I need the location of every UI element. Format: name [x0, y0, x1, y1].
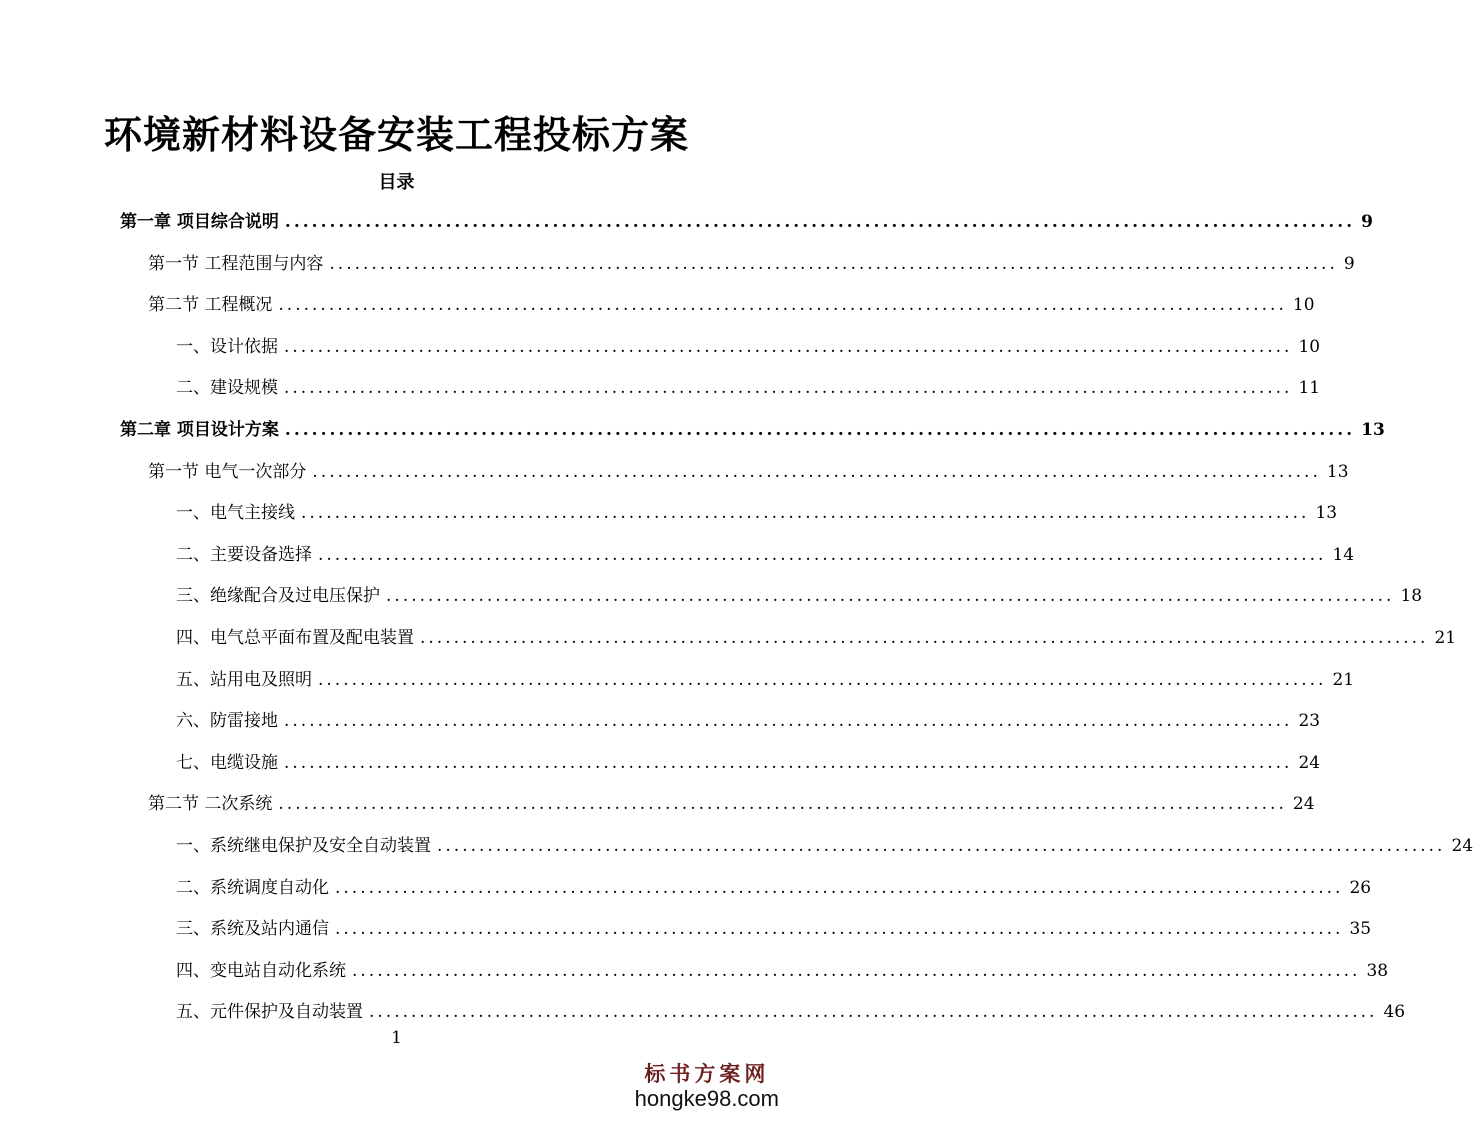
toc-entry-label: 一、电气主接线 — [176, 503, 295, 523]
toc-leader-dots: ........................................................................................................................ — [420, 628, 1429, 648]
toc-entry-label: 四、电气总平面布置及配电装置 — [176, 628, 414, 648]
toc-entry-label: 二、主要设备选择 — [176, 545, 312, 565]
toc-leader-dots: ........................................................................................................................ — [284, 753, 1293, 773]
toc-entry-page: 9 — [1343, 254, 1355, 274]
toc-entry-label: 第一节 电气一次部分 — [148, 462, 307, 482]
toc-entry-page: 18 — [1400, 586, 1423, 606]
toc-entry-page: 10 — [1298, 337, 1321, 357]
toc-entry[interactable] — [176, 623, 1457, 649]
toc-entry-page: 10 — [1292, 295, 1315, 315]
toc-leader-dots: ........................................................................................................................ — [278, 295, 1287, 315]
toc-entry-page: 13 — [1361, 420, 1385, 440]
toc-entry-label: 二、系统调度自动化 — [176, 878, 329, 898]
toc-entry-label: 第二节 工程概况 — [148, 295, 273, 315]
toc-leader-dots: ........................................................................................................................ — [437, 836, 1446, 856]
toc-entry-label: 三、绝缘配合及过电压保护 — [176, 586, 380, 606]
toc-entry[interactable] — [176, 581, 1423, 607]
toc-entry-page: 21 — [1434, 628, 1457, 648]
toc-leader-dots: ........................................................................................................................ — [284, 420, 1356, 440]
toc-leader-dots: ........................................................................................................................ — [278, 794, 1287, 814]
watermark-url: hongke98.com — [634, 1086, 779, 1111]
toc-entry[interactable] — [176, 498, 1338, 524]
toc-entry[interactable] — [176, 373, 1321, 399]
watermark-site-name: 标书方案网 — [644, 1062, 770, 1086]
toc-entry-label: 五、站用电及照明 — [176, 670, 312, 690]
toc-entry[interactable] — [176, 706, 1321, 732]
toc-leader-dots: ........................................................................................................................ — [329, 254, 1338, 274]
toc-entry[interactable] — [176, 873, 1372, 899]
toc-entry[interactable] — [176, 540, 1355, 566]
toc-entry-label: 第一节 工程范围与内容 — [148, 254, 324, 274]
toc-entry[interactable] — [176, 914, 1372, 940]
toc-entry-label: 五、元件保护及自动装置 — [176, 1002, 363, 1022]
toc-entry[interactable] — [176, 748, 1321, 774]
toc-entry-page: 11 — [1298, 378, 1321, 398]
toc-entry[interactable] — [176, 332, 1321, 358]
toc-entry-label: 七、电缆设施 — [176, 753, 278, 773]
page-number: 1 — [391, 1028, 402, 1048]
toc-entry-page: 9 — [1361, 212, 1373, 232]
toc-entry-label: 第二章 项目设计方案 — [120, 420, 279, 440]
toc-entry[interactable] — [176, 956, 1389, 982]
toc-heading: 目录 — [378, 172, 415, 193]
toc-leader-dots: ........................................................................................................................ — [284, 711, 1293, 731]
toc-entry-label: 六、防雷接地 — [176, 711, 278, 731]
page-title: 环境新材料设备安装工程投标方案 — [103, 112, 689, 157]
toc-entry-label: 一、设计依据 — [176, 337, 278, 357]
toc-leader-dots: ........................................................................................................................ — [284, 212, 1356, 232]
toc-entry-label: 四、变电站自动化系统 — [176, 961, 346, 981]
toc-entry-page: 13 — [1326, 462, 1349, 482]
toc-leader-dots: ........................................................................................................................ — [352, 961, 1361, 981]
toc-entry[interactable] — [120, 207, 1373, 233]
toc-entry-label: 第一章 项目综合说明 — [120, 212, 279, 232]
toc-leader-dots: ........................................................................................................................ — [318, 670, 1327, 690]
toc-entry[interactable] — [148, 457, 1349, 483]
toc-entry-page: 35 — [1349, 919, 1372, 939]
toc-entry-page: 24 — [1292, 794, 1315, 814]
toc-entry[interactable] — [120, 415, 1385, 441]
toc-entry-page: 23 — [1298, 711, 1321, 731]
toc-leader-dots: ........................................................................................................................ — [284, 337, 1293, 357]
toc-entry[interactable] — [176, 831, 1473, 857]
toc-leader-dots: ........................................................................................................................ — [318, 545, 1327, 565]
toc-leader-dots: ........................................................................................................................ — [284, 378, 1293, 398]
toc-entry-label: 二、建设规模 — [176, 378, 278, 398]
toc-entry[interactable] — [148, 290, 1315, 316]
toc-entry-page: 24 — [1298, 753, 1321, 773]
toc-leader-dots: ........................................................................................................................ — [312, 462, 1321, 482]
toc-entry-label: 一、系统继电保护及安全自动装置 — [176, 836, 431, 856]
watermark — [635, 1058, 779, 1112]
toc-entry-label: 第二节 二次系统 — [148, 794, 273, 814]
toc-entry-page: 14 — [1332, 545, 1355, 565]
toc-entry-page: 46 — [1383, 1002, 1406, 1022]
toc-leader-dots: ........................................................................................................................ — [335, 878, 1344, 898]
toc-entry-page: 13 — [1315, 503, 1338, 523]
toc-entry[interactable] — [148, 789, 1315, 815]
toc-entry[interactable] — [176, 997, 1406, 1023]
toc-entry-label: 三、系统及站内通信 — [176, 919, 329, 939]
toc-entry-page: 26 — [1349, 878, 1372, 898]
toc-leader-dots: ........................................................................................................................ — [335, 919, 1344, 939]
toc-entry[interactable] — [148, 249, 1355, 275]
toc-entry[interactable] — [176, 665, 1355, 691]
toc-entry-page: 38 — [1366, 961, 1389, 981]
toc-leader-dots: ........................................................................................................................ — [369, 1002, 1378, 1022]
toc-leader-dots: ........................................................................................................................ — [386, 586, 1395, 606]
toc-leader-dots: ........................................................................................................................ — [301, 503, 1310, 523]
toc-entry-page: 21 — [1332, 670, 1355, 690]
toc-entry-page: 24 — [1451, 836, 1473, 856]
